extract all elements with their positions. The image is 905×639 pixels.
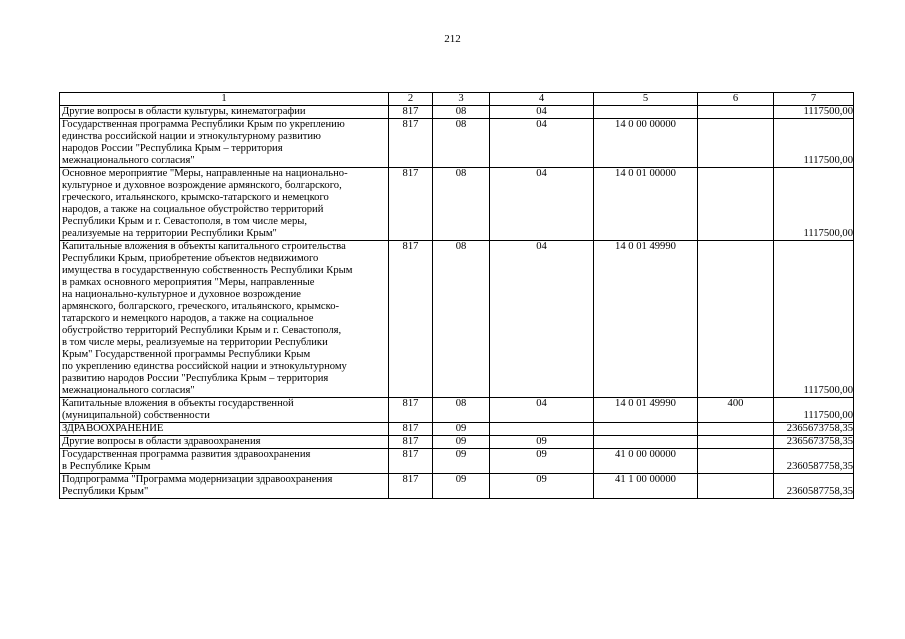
- table-row: [60, 168, 854, 241]
- table-row: [60, 449, 854, 474]
- page-number: 212: [444, 33, 461, 45]
- budget-table: [59, 92, 854, 499]
- expense-type-code: [698, 449, 774, 474]
- table-row: [60, 119, 854, 168]
- subsection-code: 09: [490, 436, 594, 449]
- row-name-line: армянского, болгарского, греческого, итальянского, крымско-: [62, 301, 340, 312]
- section-code: 08: [433, 106, 490, 119]
- section-code: 09: [433, 449, 490, 474]
- row-name-line: (муниципальной) собственности: [62, 410, 210, 421]
- section-code: 08: [433, 398, 490, 423]
- row-name-line: Подпрограмма "Программа модернизации здравоохранения: [62, 474, 333, 485]
- row-name: [60, 449, 389, 474]
- table-header-row: [60, 93, 854, 106]
- subsection-code: [490, 423, 594, 436]
- row-name: [60, 436, 389, 449]
- row-name-line: Государственная программа развития здравоохранения: [62, 449, 311, 460]
- row-name-line: единства российской нации и этнокультурному развитию: [62, 131, 321, 142]
- expense-type-code: [698, 168, 774, 241]
- table-row: [60, 241, 854, 398]
- target-article-code: 14 0 01 49990: [594, 241, 698, 398]
- amount: 1117500,00: [774, 119, 854, 168]
- chapter-code: 817: [389, 168, 433, 241]
- target-article-code: [594, 423, 698, 436]
- row-name-line: межнационального согласия": [62, 155, 195, 166]
- amount: 2360587758,35: [774, 474, 854, 499]
- row-name-line: обустройство территорий Республики Крым и г. Севастополя,: [62, 325, 342, 336]
- chapter-code: 817: [389, 449, 433, 474]
- chapter-code: 817: [389, 436, 433, 449]
- amount: 2365673758,35: [774, 436, 854, 449]
- chapter-code: 817: [389, 398, 433, 423]
- row-name-line: греческого, итальянского, крымско-татарского и немецкого: [62, 192, 329, 203]
- row-name: [60, 119, 389, 168]
- row-name: [60, 168, 389, 241]
- header-cell: 4: [490, 93, 594, 106]
- subsection-code: 04: [490, 106, 594, 119]
- table-row: [60, 474, 854, 499]
- row-name-line: Республики Крым, приобретение объектов недвижимого: [62, 253, 319, 264]
- target-article-code: 41 0 00 00000: [594, 449, 698, 474]
- section-code: 08: [433, 168, 490, 241]
- chapter-code: 817: [389, 106, 433, 119]
- row-name-line: имущества в государственную собственность Республики Крым: [62, 265, 353, 276]
- subsection-code: 04: [490, 168, 594, 241]
- row-name-line: реализуемые на территории Республики Крым": [62, 228, 277, 239]
- expense-type-code: [698, 423, 774, 436]
- chapter-code: 817: [389, 241, 433, 398]
- expense-type-code: [698, 241, 774, 398]
- row-name-line: Другие вопросы в области здравоохранения: [62, 436, 261, 447]
- subsection-code: 04: [490, 398, 594, 423]
- subsection-code: 04: [490, 241, 594, 398]
- row-name-line: народов России "Республика Крым – территория: [62, 143, 283, 154]
- chapter-code: 817: [389, 423, 433, 436]
- subsection-code: 09: [490, 474, 594, 499]
- row-name-line: в Республике Крым: [62, 461, 151, 472]
- row-name-line: Основное мероприятие "Меры, направленные на национально-: [62, 168, 348, 179]
- table-row: [60, 423, 854, 436]
- row-name-line: Капитальные вложения в объекты капитального строительства: [62, 241, 346, 252]
- target-article-code: [594, 106, 698, 119]
- header-cell: 7: [774, 93, 854, 106]
- row-name: [60, 241, 389, 398]
- row-name: [60, 423, 389, 436]
- amount: 1117500,00: [774, 398, 854, 423]
- header-cell: 5: [594, 93, 698, 106]
- row-name-line: народов, а также на социальное обустройство территорий: [62, 204, 324, 215]
- section-code: 09: [433, 423, 490, 436]
- amount: 1117500,00: [774, 106, 854, 119]
- chapter-code: 817: [389, 119, 433, 168]
- row-name-line: Другие вопросы в области культуры, кинематографии: [62, 106, 306, 117]
- row-name: [60, 398, 389, 423]
- table-row: [60, 436, 854, 449]
- row-name-line: в рамках основного мероприятия "Меры, направленные: [62, 277, 315, 288]
- target-article-code: [594, 436, 698, 449]
- expense-type-code: 400: [698, 398, 774, 423]
- row-name: [60, 474, 389, 499]
- expense-type-code: [698, 119, 774, 168]
- row-name-line: Крым" Государственной программы Республики Крым: [62, 349, 311, 360]
- section-code: 08: [433, 241, 490, 398]
- row-name-line: Капитальные вложения в объекты государственной: [62, 398, 294, 409]
- header-cell: 2: [389, 93, 433, 106]
- expense-type-code: [698, 436, 774, 449]
- subsection-code: 09: [490, 449, 594, 474]
- amount: 2360587758,35: [774, 449, 854, 474]
- chapter-code: 817: [389, 474, 433, 499]
- target-article-code: 41 1 00 00000: [594, 474, 698, 499]
- row-name-line: культурное и духовное возрождение армянского, болгарского,: [62, 180, 342, 191]
- amount: 2365673758,35: [774, 423, 854, 436]
- row-name-line: в том числе меры, реализуемые на территории Республики: [62, 337, 328, 348]
- row-name-line: по укреплению единства российской нации и этнокультурному: [62, 361, 347, 372]
- row-name-line: ЗДРАВООХРАНЕНИЕ: [62, 423, 164, 434]
- section-code: 08: [433, 119, 490, 168]
- table-row: [60, 398, 854, 423]
- header-cell: 3: [433, 93, 490, 106]
- amount: 1117500,00: [774, 168, 854, 241]
- header-cell: 1: [60, 93, 389, 106]
- header-cell: 6: [698, 93, 774, 106]
- target-article-code: 14 0 01 49990: [594, 398, 698, 423]
- row-name-line: Государственная программа Республики Крым по укреплению: [62, 119, 345, 130]
- row-name-line: Республики Крым": [62, 486, 149, 497]
- section-code: 09: [433, 474, 490, 499]
- amount: 1117500,00: [774, 241, 854, 398]
- row-name-line: развитию народов России "Республика Крым – территория: [62, 373, 329, 384]
- row-name-line: на национально-культурное и духовное возрождение: [62, 289, 302, 300]
- target-article-code: 14 0 00 00000: [594, 119, 698, 168]
- row-name-line: татарского и немецкого народов, а также на социальное: [62, 313, 314, 324]
- row-name-line: межнационального согласия": [62, 385, 195, 396]
- expense-type-code: [698, 106, 774, 119]
- expense-type-code: [698, 474, 774, 499]
- row-name: [60, 106, 389, 119]
- table-row: [60, 106, 854, 119]
- row-name-line: Республики Крым и г. Севастополя, в том числе меры,: [62, 216, 308, 227]
- target-article-code: 14 0 01 00000: [594, 168, 698, 241]
- subsection-code: 04: [490, 119, 594, 168]
- section-code: 09: [433, 436, 490, 449]
